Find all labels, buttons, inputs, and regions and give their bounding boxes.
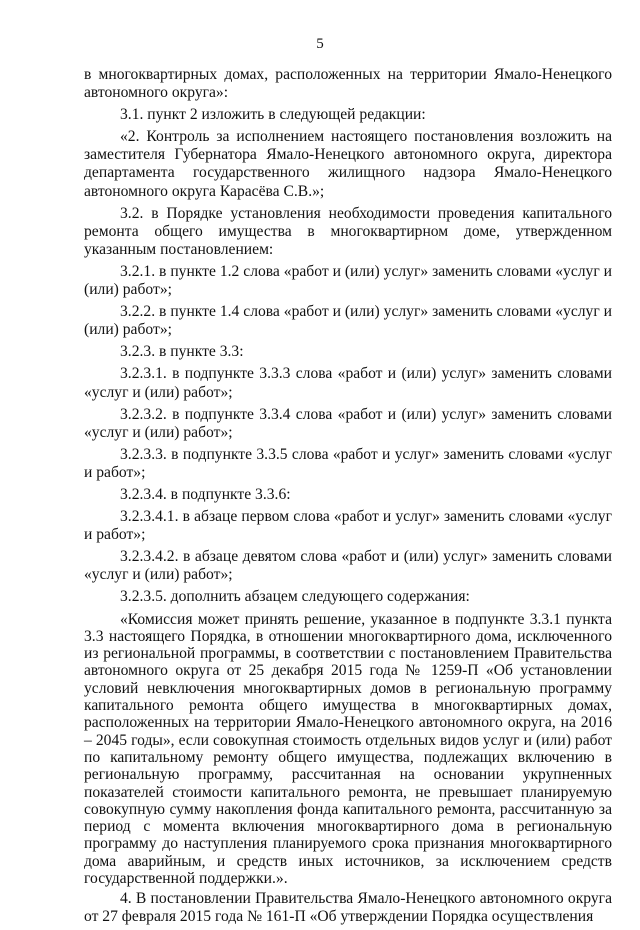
paragraph-3-2-3-1: 3.2.3.1. в подпункте 3.3.3 слова «работ и (или) услуг» заменить словами «услуг и (или) работ»; bbox=[84, 365, 612, 401]
paragraph-3-2-1: 3.2.1. в пункте 1.2 слова «работ и (или) услуг» заменить словами «услуг и (или) работ»; bbox=[84, 262, 612, 299]
paragraph-4: 4. В постановлении Правительства Ямало-Ненецкого автономного округа от 27 февраля 2015 года № 161-П «Об утверждении Порядка осуществления bbox=[84, 890, 612, 926]
paragraph-3-2-2: 3.2.2. в пункте 1.4 слова «работ и (или) услуг» заменить словами «услуг и (или) работ»; bbox=[84, 303, 612, 339]
page-number: 5 bbox=[316, 36, 324, 52]
paragraph-3-2-3-3: 3.2.3.3. в подпункте 3.3.5 слова «работ и услуг» заменить словами «услуг и работ»; bbox=[84, 445, 612, 481]
paragraph-3-2-3-4-1: 3.2.3.4.1. в абзаце первом слова «работ и услуг» заменить словами «услуг и работ»; bbox=[84, 508, 612, 544]
paragraph-3-1: 3.1. пункт 2 изложить в следующей редакции: bbox=[120, 106, 426, 124]
paragraph-3-2-3-5: 3.2.3.5. дополнить абзацем следующего содержания: bbox=[120, 588, 470, 606]
paragraph-quoted-commission: «Комиссия может принять решение, указанное в подпункте 3.3.1 пункта 3.3 настоящего Порядка, в отношении многоквартирного дома, исключенного из региональной программы, в соответствии с постановлением Правительства автономного округа от 25 декабря 2015 года № 1259-П «Об установлении условий невключения многоквартирных домов в региональную программу капитального ремонта общего имущества в многоквартирных домах, расположенных на территории Ямало-Ненецкого автономного округа, на 2016 – 2045 годы», если совокупная стоимость отдельных видов услуг и (или) работ по капитальному ремонту общего имущества, подлежащих включению в региональную программу, рассчитанная на основании укрупненных показателей стоимости капитального ремонта, не превышает планируемую совокупную сумму накопления фонда капитального ремонта, рассчитанную за период с момента включения многоквартирного дома в региональную программу до наступления планируемого срока признания многоквартирного дома аварийным, и средств иных источников, за исключением средств государственной поддержки.». bbox=[84, 610, 612, 887]
paragraph-quoted-item-2: «2. Контроль за исполнением настоящего постановления возложить на заместителя Губернатора Ямало-Ненецкого автономного округа, директора департамента государственного жилищного надзора Ямало-Ненецкого автономного округа Карасёва С.В.»; bbox=[84, 128, 612, 200]
paragraph-continuation: в многоквартирных домах, расположенных на территории Ямало-Ненецкого автономного округа»: bbox=[84, 66, 612, 102]
paragraph-3-2-3-2: 3.2.3.2. в подпункте 3.3.4 слова «работ и (или) услуг» заменить словами «услуг и (или) работ»; bbox=[84, 405, 612, 441]
document-body bbox=[84, 66, 612, 930]
paragraph-3-2-3-4: 3.2.3.4. в подпункте 3.3.6: bbox=[120, 485, 291, 503]
paragraph-3-2-3: 3.2.3. в пункте 3.3: bbox=[120, 343, 244, 361]
paragraph-3-2-3-4-2: 3.2.3.4.2. в абзаце девятом слова «работ и (или) услуг» заменить словами «услуг и (или) работ»; bbox=[84, 548, 612, 584]
paragraph-3-2: 3.2. в Порядке установления необходимости проведения капитального ремонта общего имущества в многоквартирном доме, утвержденном указанным постановлением: bbox=[84, 204, 612, 258]
